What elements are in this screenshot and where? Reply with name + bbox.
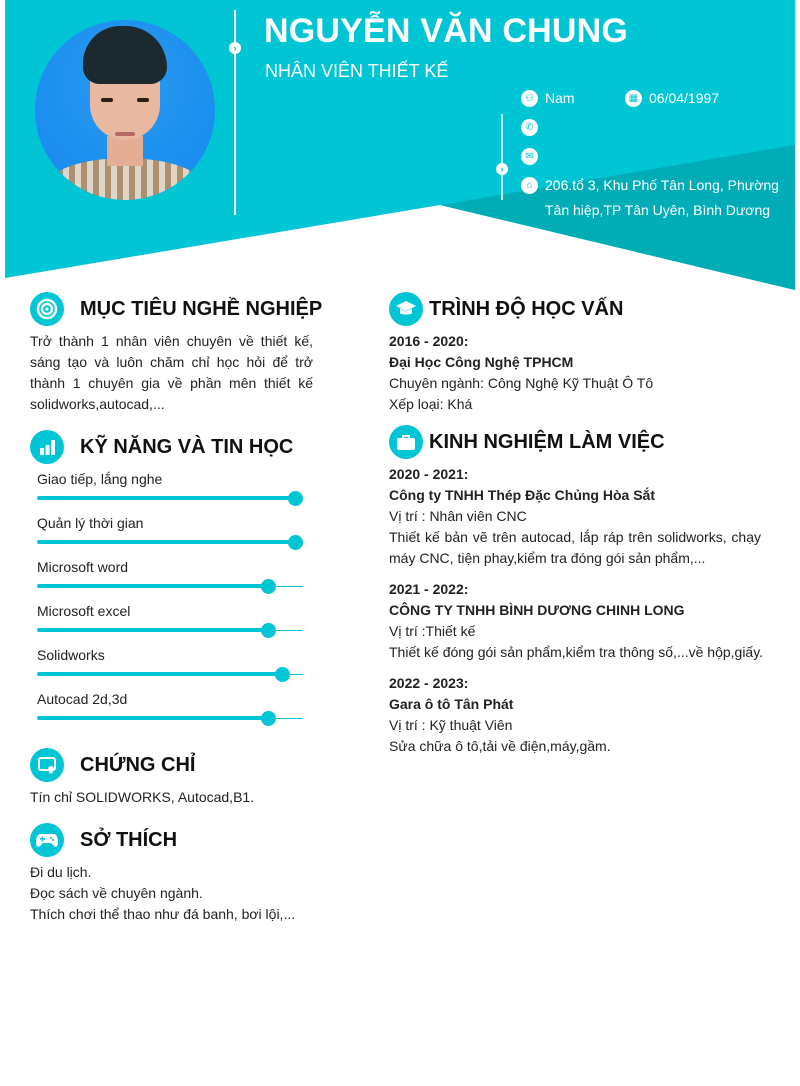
experience-entry — [389, 464, 761, 569]
education-major: Chuyên ngành: Công Nghệ Kỹ Thuật Ô Tô — [389, 375, 654, 391]
photo-mouth — [115, 132, 135, 136]
skill-fill — [37, 628, 268, 632]
certificates-heading: CHỨNG CHỈ — [80, 753, 196, 776]
experience-description: Thiết kế đóng gói sản phẩm,kiểm tra thông số,...về hộp,giấy. — [389, 644, 764, 660]
candidate-role: NHÂN VIÊN THIẾT KẾ — [265, 61, 449, 81]
skill-knob — [288, 535, 303, 550]
candidate-name: NGUYỄN VĂN CHUNG — [264, 12, 629, 50]
calendar-icon: ▦ — [625, 90, 642, 107]
gender-icon: ⚇ — [521, 90, 538, 107]
skill-label: Giao tiếp, lắng nghe — [37, 471, 163, 487]
experience-company: Gara ô tô Tân Phát — [389, 696, 514, 712]
skill-knob — [261, 711, 276, 726]
education-school: Đại Học Công Nghệ TPHCM — [389, 354, 574, 370]
hobby-item: Thích chơi thể thao như đá banh, bơi lội,... — [30, 906, 296, 922]
contact-divider-line — [501, 114, 503, 200]
certificates-text: Tín chỉ SOLIDWORKS, Autocad,B1. — [30, 789, 255, 805]
skill-knob — [261, 579, 276, 594]
education-section-title — [389, 292, 623, 326]
skills-heading: KỸ NĂNG VÀ TIN HỌC — [80, 435, 294, 458]
experience-position: Vị trí : Kỹ thuật Viên — [389, 717, 513, 733]
experience-entry — [389, 673, 769, 757]
gamepad-icon — [30, 823, 64, 857]
phone-row — [521, 119, 545, 136]
experience-heading: KINH NGHIỆM LÀM VIỆC — [429, 430, 665, 453]
hobby-item: Đọc sách về chuyên ngành. — [30, 885, 203, 901]
photo-eye — [101, 98, 113, 102]
hobby-item: Đi du lịch. — [30, 864, 92, 880]
gender-row — [521, 90, 575, 111]
skill-item — [37, 515, 303, 559]
skill-knob — [288, 491, 303, 506]
skill-label: Solidworks — [37, 647, 105, 663]
experience-position: Vị trí : Nhân viên CNC — [389, 508, 527, 524]
skill-fill — [37, 716, 268, 720]
experience-company: Công ty TNHH Thép Đặc Chủng Hòa Sắt — [389, 487, 655, 503]
email-icon: ✉ — [521, 148, 538, 165]
photo-eye — [137, 98, 149, 102]
skill-item — [37, 603, 303, 647]
experience-period: 2022 - 2023: — [389, 675, 469, 691]
certificate-icon — [30, 748, 64, 782]
experience-entry — [389, 579, 769, 663]
experience-period: 2021 - 2022: — [389, 581, 469, 597]
skills-section-title — [30, 430, 293, 464]
profile-photo — [35, 20, 215, 200]
gender-value: Nam — [545, 90, 575, 106]
education-grade: Xếp loại: Khá — [389, 396, 473, 412]
address-value: 206.tổ 3, Khu Phố Tân Long, Phường Tân hiệp,TP Tân Uyên, Bình Dương — [545, 177, 779, 218]
address-row — [521, 177, 781, 223]
chevron-right-icon: › — [496, 163, 508, 175]
skill-knob — [275, 667, 290, 682]
hobbies-list — [30, 862, 295, 925]
experience-position: Vị trí :Thiết kế — [389, 623, 476, 639]
experience-period: 2020 - 2021: — [389, 466, 469, 482]
phone-icon: ✆ — [521, 119, 538, 136]
objective-section-title — [30, 292, 322, 326]
skill-label: Microsoft excel — [37, 603, 131, 619]
education-entry — [389, 331, 779, 415]
skill-label: Autocad 2d,3d — [37, 691, 128, 707]
skill-item — [37, 471, 303, 515]
hobbies-section-title — [30, 823, 177, 857]
hobbies-heading: SỞ THÍCH — [80, 828, 178, 851]
experience-description: Sửa chữa ô tô,tải về điện,máy,gầm. — [389, 738, 611, 754]
skill-knob — [261, 623, 276, 638]
skill-fill — [37, 584, 268, 588]
skill-label: Quản lý thời gian — [37, 515, 144, 531]
skill-fill — [37, 672, 282, 676]
chevron-right-icon: › — [229, 42, 241, 54]
experience-section-title — [389, 425, 665, 459]
certificates-section-title — [30, 748, 195, 782]
experience-company: CÔNG TY TNHH BÌNH DƯƠNG CHINH LONG — [389, 602, 685, 618]
home-icon: ⌂ — [521, 177, 538, 194]
skill-fill — [37, 540, 295, 544]
target-icon — [30, 292, 64, 326]
objective-text: Trở thành 1 nhân viên chuyên về thiết kế, sáng tạo và luôn chăm chỉ học hỏi để trở thành 1 chuyên gia về phần mên thiết kế solidworks,autocad,... — [30, 333, 313, 412]
bar-chart-icon — [30, 430, 64, 464]
dob-row — [625, 90, 719, 111]
dob-value: 06/04/1997 — [649, 90, 720, 106]
education-heading: TRÌNH ĐỘ HỌC VẤN — [429, 297, 624, 320]
skill-label: Microsoft word — [37, 559, 129, 575]
email-row — [521, 148, 545, 165]
skill-item — [37, 647, 303, 691]
graduation-cap-icon — [389, 292, 423, 326]
education-period: 2016 - 2020: — [389, 333, 469, 349]
briefcase-icon — [389, 425, 423, 459]
skill-item — [37, 691, 303, 735]
skill-fill — [37, 496, 295, 500]
photo-hair — [83, 26, 167, 84]
skill-item — [37, 559, 303, 603]
photo-neck — [107, 136, 143, 166]
experience-description: Thiết kế bản vẽ trên autocad, lắp ráp trên solidworks, chạy máy CNC, tiện phay,kiểm tra đóng gói sản phẩm,... — [389, 529, 761, 566]
objective-heading: MỤC TIÊU NGHỀ NGHIỆP — [80, 297, 323, 320]
header-divider-line — [234, 10, 236, 215]
